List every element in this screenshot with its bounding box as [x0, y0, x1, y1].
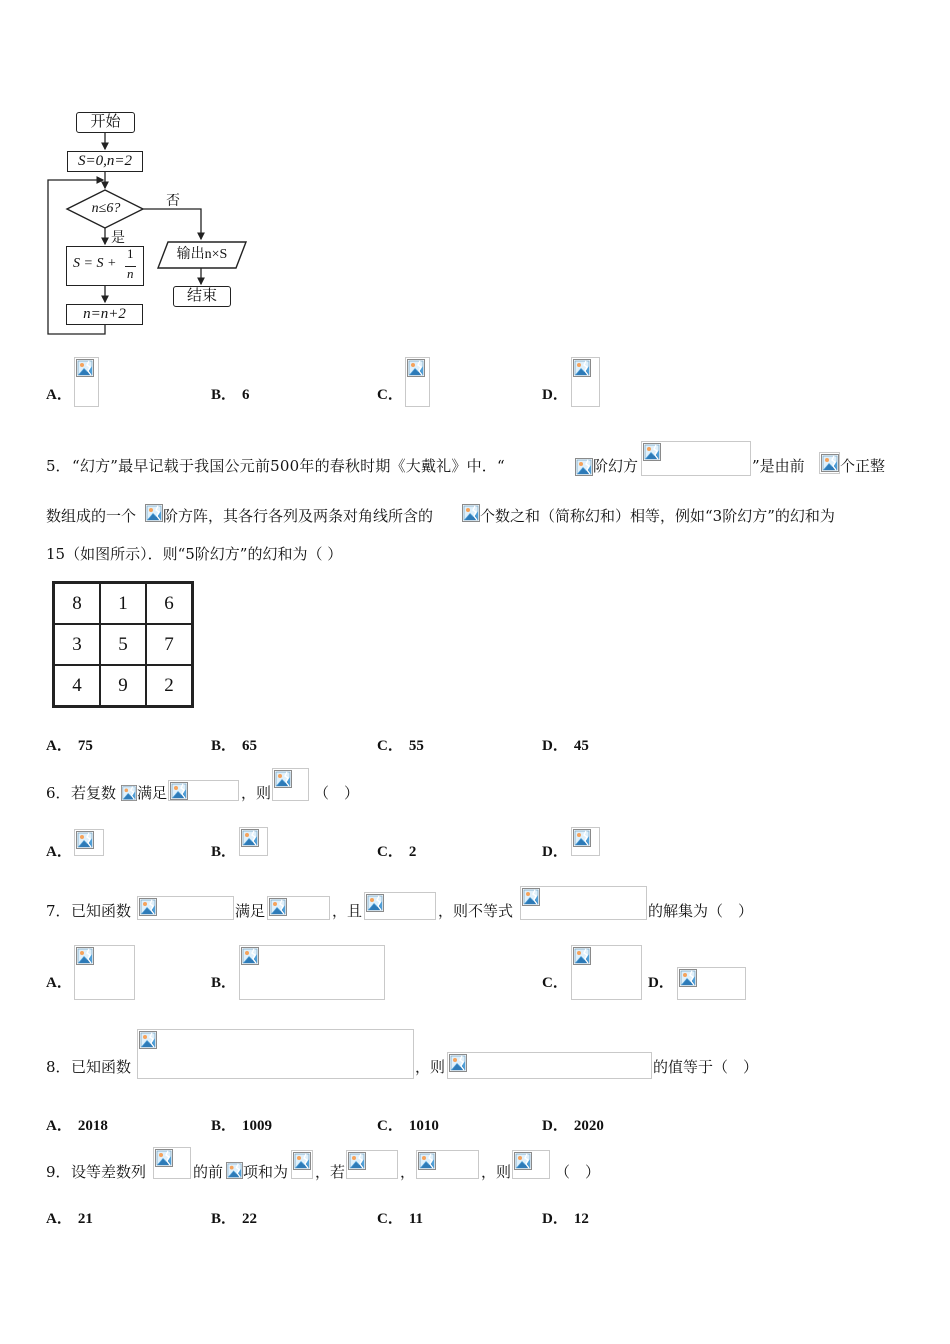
q9-option-b [211, 1209, 257, 1229]
q7-number: 7． [46, 902, 71, 920]
option-letter: C． [377, 387, 403, 403]
q5-option-c [377, 736, 424, 756]
q4-option-c-image [405, 357, 430, 407]
q5-inline-image [145, 503, 163, 523]
flowchart-fraction-den: n [127, 266, 134, 281]
q7-inline-image [520, 886, 647, 920]
option-letter: D． [542, 844, 568, 860]
option-value: 75 [77, 738, 93, 754]
flowchart-fraction-num: 1 [127, 246, 134, 261]
q9-inline-image [153, 1147, 191, 1179]
q7-inline-image [267, 896, 330, 920]
q7-inline-image [364, 892, 436, 920]
broken-image-icon [348, 1152, 366, 1170]
option-letter: D． [542, 387, 568, 403]
q5-number: 5． [46, 457, 71, 475]
option-letter: A． [46, 975, 72, 991]
option-value: 11 [408, 1211, 424, 1227]
option-value: 12 [573, 1211, 589, 1227]
q9-text-6: ，则 [481, 1163, 512, 1181]
flowchart-start-box: 开始 [76, 112, 135, 133]
q5-inline-image [575, 458, 593, 476]
broken-image-icon [121, 785, 137, 801]
q7-inline-image [137, 896, 234, 920]
broken-image-icon [170, 782, 188, 800]
q8-text-3: 的值等于（ ） [653, 1058, 759, 1076]
q9-inline-image [346, 1150, 398, 1179]
option-letter: A． [46, 1211, 72, 1227]
q7-option-b [211, 973, 236, 993]
q6-option-a-image [74, 829, 104, 856]
q6-option-a [46, 842, 72, 862]
q6-text-4: （ ） [314, 784, 360, 802]
option-letter: A． [46, 387, 72, 403]
flowchart-condition-label: n≤6? [91, 201, 121, 216]
q4-option-a [46, 385, 72, 405]
flowchart-init-box: S=0,n=2 [67, 151, 143, 172]
broken-image-icon [76, 831, 94, 849]
broken-image-icon [155, 1149, 173, 1167]
magic-square-cell: 6 [146, 583, 193, 625]
flowchart-no-label: 否 [166, 194, 180, 209]
q9-text-3: 项和为 [243, 1163, 289, 1181]
broken-image-icon [226, 1162, 243, 1179]
q5-text-3: ”是由前 [752, 457, 805, 475]
q7-text-3: ，且 [332, 902, 363, 920]
q7-text-2: 满足 [235, 902, 266, 920]
broken-image-icon [366, 894, 384, 912]
q5-inline-image [819, 452, 840, 474]
option-value: 1010 [408, 1118, 439, 1134]
option-letter: B． [211, 738, 237, 754]
q6-inline-image [168, 780, 239, 801]
broken-image-icon [241, 829, 259, 847]
magic-square-cell: 1 [100, 583, 146, 625]
option-letter: D． [542, 1211, 568, 1227]
q8-number: 8． [46, 1058, 71, 1076]
q6-inline-image [121, 785, 137, 801]
q5-text-line2a: 数组成的一个 [46, 507, 137, 525]
option-letter: B． [211, 1211, 237, 1227]
option-letter: D． [542, 738, 568, 754]
q8-option-d [542, 1116, 604, 1136]
q6-option-d-image [571, 827, 600, 856]
broken-image-icon [293, 1152, 311, 1170]
option-letter: C． [542, 975, 568, 991]
broken-image-icon [573, 947, 591, 965]
option-value: 2018 [77, 1118, 108, 1134]
broken-image-icon [76, 947, 94, 965]
q4-option-c [377, 385, 403, 405]
broken-image-icon [679, 969, 697, 987]
q6-option-d [542, 842, 568, 862]
option-letter: D． [648, 975, 674, 991]
q8-option-a [46, 1116, 108, 1136]
q9-inline-image [512, 1150, 550, 1179]
q5-text-4: 个正整 [840, 457, 886, 475]
q5-text-1: “幻方”最早记载于我国公元前500年的春秋时期《大戴礼》中．“ [72, 457, 505, 475]
broken-image-icon [241, 947, 259, 965]
q5-option-b [211, 736, 257, 756]
q7-option-a [46, 973, 72, 993]
flowchart-yes-label: 是 [111, 231, 125, 246]
option-letter: A． [46, 844, 72, 860]
magic-square-cell: 2 [146, 665, 193, 707]
broken-image-icon [274, 770, 292, 788]
q4-option-a-image [74, 357, 99, 407]
q9-number: 9． [46, 1163, 71, 1181]
magic-square [52, 581, 194, 708]
broken-image-icon [821, 454, 839, 472]
q6-text-1: 若复数 [71, 784, 117, 802]
option-value: 2 [408, 844, 417, 860]
broken-image-icon [575, 458, 593, 476]
q6-option-b-image [239, 827, 268, 856]
q9-text-5: ， [400, 1163, 416, 1181]
option-value: 55 [408, 738, 424, 754]
q7-option-b-image [239, 945, 385, 1000]
magic-square-cell: 4 [54, 665, 101, 707]
option-value: 65 [242, 738, 258, 754]
broken-image-icon [139, 898, 157, 916]
q9-inline-image [291, 1150, 313, 1179]
q9-text-2: 的前 [193, 1163, 224, 1181]
q8-option-c [377, 1116, 439, 1136]
q5-text-line3: 15（如图所示）．则“5阶幻方”的幻和为（ ） [46, 545, 343, 563]
q7-option-c-image [571, 945, 642, 1000]
q8-text-1: 已知函数 [71, 1058, 132, 1076]
option-letter: C． [377, 1118, 403, 1134]
broken-image-icon [462, 504, 480, 522]
q7-option-d [648, 973, 674, 993]
option-letter: B． [211, 844, 237, 860]
flowchart-update-n-box: n=n+2 [66, 304, 143, 325]
q7-option-c [542, 973, 568, 993]
q6-text-2: 满足 [137, 784, 168, 802]
q7-text-4: ，则不等式 [438, 902, 514, 920]
q9-inline-image [226, 1162, 243, 1179]
q7-text-5: 的解集为（ ） [648, 902, 754, 920]
flowchart-end-box: 结束 [173, 286, 231, 307]
broken-image-icon [643, 443, 661, 461]
broken-image-icon [522, 888, 540, 906]
broken-image-icon [139, 1031, 157, 1049]
q9-option-c [377, 1209, 423, 1229]
q9-option-a [46, 1209, 93, 1229]
q8-option-b [211, 1116, 272, 1136]
option-value: 45 [573, 738, 589, 754]
option-letter: C． [377, 844, 403, 860]
q6-inline-image [272, 768, 309, 801]
option-letter: A． [46, 1118, 72, 1134]
q7-text-1: 已知函数 [71, 902, 132, 920]
q8-inline-image [137, 1029, 414, 1079]
magic-square-cell: 5 [100, 624, 146, 665]
broken-image-icon [269, 898, 287, 916]
flowchart-update-s-left: S = S + [73, 256, 117, 271]
q9-inline-image [416, 1150, 479, 1179]
q9-text-1: 设等差数列 [71, 1163, 147, 1181]
q4-option-d [542, 385, 568, 405]
option-letter: C． [377, 1211, 403, 1227]
option-letter: B． [211, 387, 237, 403]
option-value: 1009 [242, 1118, 273, 1134]
broken-image-icon [145, 504, 163, 522]
q5-inline-image [641, 441, 751, 476]
flowchart-output-label: 输出n×S [176, 247, 228, 262]
q8-inline-image [447, 1052, 652, 1079]
broken-image-icon [76, 359, 94, 377]
q8-text-2: ，则 [415, 1058, 446, 1076]
broken-image-icon [418, 1152, 436, 1170]
q9-option-d [542, 1209, 589, 1229]
q5-option-a [46, 736, 93, 756]
broken-image-icon [449, 1054, 467, 1072]
q5-option-d [542, 736, 589, 756]
q6-number: 6． [46, 784, 71, 802]
q5-text-line2b: 阶方阵，其各行各列及两条对角线所含的 [163, 507, 434, 525]
broken-image-icon [573, 829, 591, 847]
q9-text-4: ，若 [315, 1163, 346, 1181]
option-value: 2020 [573, 1118, 604, 1134]
magic-square-cell: 8 [54, 583, 101, 625]
q5-text-2: 阶幻方 [593, 457, 639, 475]
q5-inline-image [462, 503, 480, 523]
magic-square-cell: 7 [146, 624, 193, 665]
option-letter: C． [377, 738, 403, 754]
option-value: 22 [242, 1211, 258, 1227]
q6-option-b [211, 842, 236, 862]
q7-option-a-image [74, 945, 135, 1000]
option-letter: B． [211, 975, 237, 991]
option-letter: A． [46, 738, 72, 754]
option-value: 6 [242, 387, 250, 403]
magic-square-cell: 3 [54, 624, 101, 665]
option-letter: B． [211, 1118, 237, 1134]
q6-option-c [377, 842, 416, 862]
q4-option-d-image [571, 357, 600, 407]
option-value: 21 [77, 1211, 93, 1227]
broken-image-icon [573, 359, 591, 377]
q6-text-3: ，则 [241, 784, 272, 802]
q5-text-line2c: 个数之和（简称幻和）相等，例如“3阶幻方”的幻和为 [480, 507, 835, 525]
q7-option-d-image [677, 967, 746, 1000]
broken-image-icon [514, 1152, 532, 1170]
magic-square-cell: 9 [100, 665, 146, 707]
q9-text-7: （ ） [555, 1163, 601, 1181]
q4-option-b [211, 385, 250, 405]
option-letter: D． [542, 1118, 568, 1134]
flowchart-update-s-box [66, 246, 144, 286]
broken-image-icon [407, 359, 425, 377]
